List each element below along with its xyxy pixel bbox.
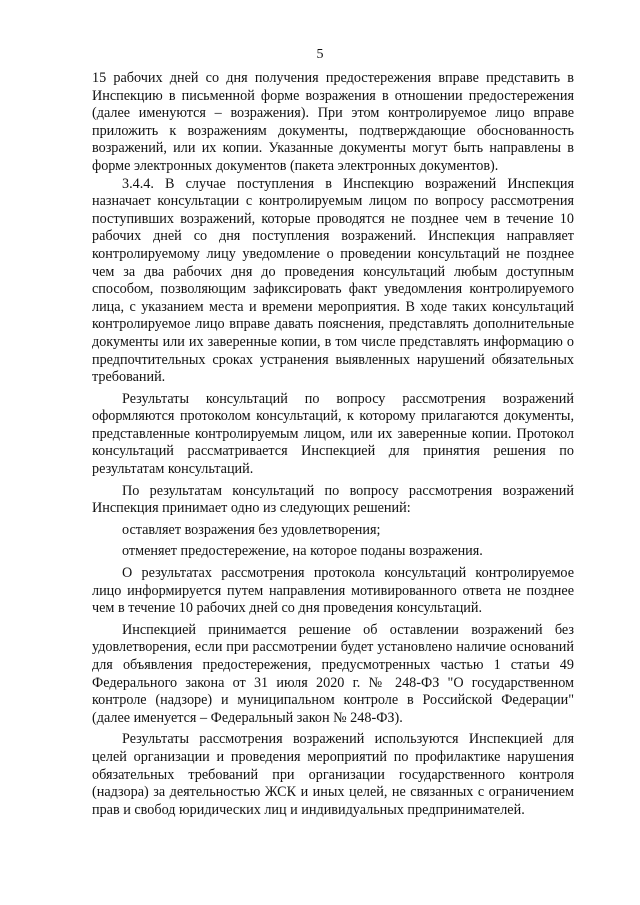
page-number: 5: [316, 47, 324, 62]
paragraph-rejection-grounds: Инспекцией принимается решение об оставлении возражений без удовлетворения, если при рассмотрении будет установлено наличие оснований для объявления предостережения, предусмотренных частью 1 статьи 49 Федерального закона от 31 июля 2020 г. № 248-ФЗ "О государственном контроле (надзоре) и муниципальном контроле в Российской Федерации" (далее именуется – Федеральный закон № 248-ФЗ).: [92, 621, 574, 726]
paragraph-results-usage: Результаты рассмотрения возражений используются Инспекцией для целей организации и проведения мероприятий по профилактике нарушения обязательных требований при организации государственного контроля (надзора) за деятельностью ЖСК и иных целей, не связанных с ограничением прав и свобод юридических лиц и индивидуальных предпринимателей.: [92, 731, 574, 818]
paragraph-objection-submission: 15 рабочих дней со дня получения предостережения вправе представить в Инспекцию в письменной форме возражения в отношении предостережения (далее именуются – возражения). При этом контролируемое лицо вправе приложить к возражениям документы, подтверждающие обоснованность возражений, или их копии. Указанные документы могут быть направлены в форме электронных документов (пакета электронных документов).: [92, 70, 574, 174]
document-body: [92, 70, 574, 819]
paragraph-decision-intro: По результатам консультаций по вопросу рассмотрения возражений Инспекция принимает одно из следующих решений:: [92, 482, 574, 517]
list-item-decision-cancel: отменяет предостережение, на которое поданы возражения.: [122, 543, 483, 560]
paragraph-3-4-4-consultations: 3.4.4. В случае поступления в Инспекцию возражений Инспекция назначает консультации с контролируемым лицом по вопросу рассмотрения поступивших возражений, которые проводятся не позднее чем в течение 10 рабочих дней со дня поступления возражений. Инспекция направляет контролируемому лицу уведомление о проведении консультаций не позднее чем за два рабочих дня до проведения консультаций любым доступным способом, позволяющим зафиксировать факт уведомления контролируемого лица, с указанием места и времени мероприятия. В ходе таких консультаций контролируемое лицо вправе давать пояснения, представлять дополнительные документы или их заверенные копии, в том числе представлять информацию о предпочтительных сроках устранения выявленных нарушений обязательных требований.: [92, 175, 574, 386]
paragraph-informing-result: О результатах рассмотрения протокола консультаций контролируемое лицо информируется путем направления мотивированного ответа не позднее чем в течение 10 рабочих дней со дня проведения консультаций.: [92, 565, 574, 617]
list-item-decision-reject: оставляет возражения без удовлетворения;: [122, 521, 381, 538]
paragraph-consultation-results: Результаты консультаций по вопросу рассмотрения возражений оформляются протоколом консультаций, к которому прилагаются документы, представленные контролируемым лицом, или их заверенные копии. Протокол консультаций рассматривается Инспекцией для принятия решения по результатам консультаций.: [92, 390, 574, 478]
